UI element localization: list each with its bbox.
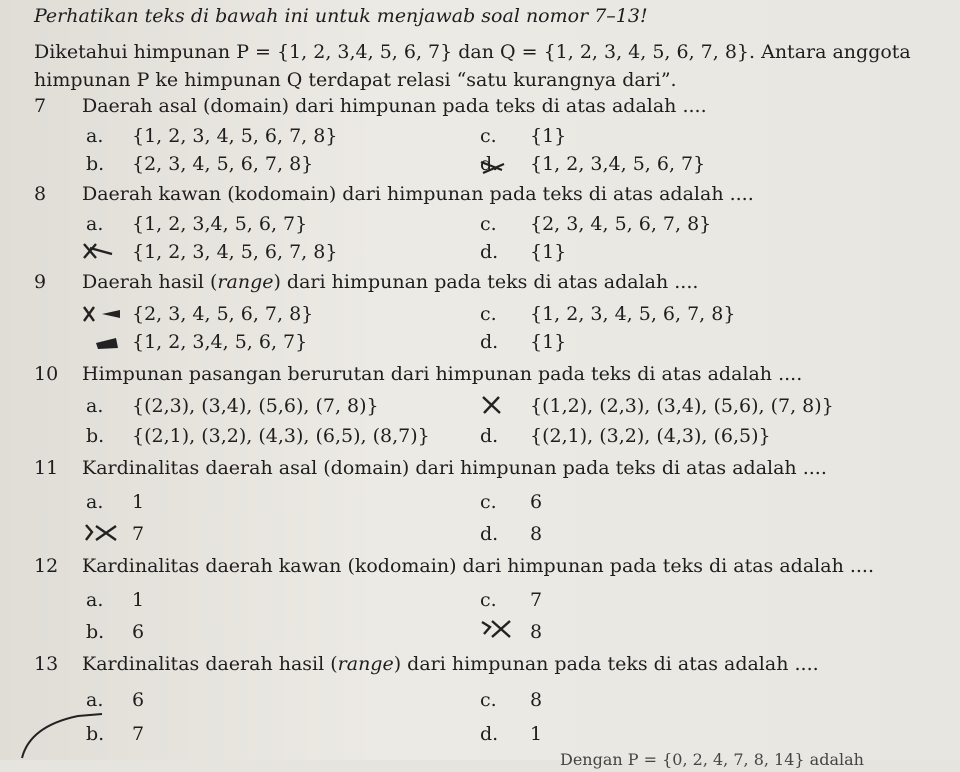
q11-option-a-label: a. bbox=[86, 491, 104, 513]
q8-option-a-label: a. bbox=[86, 213, 104, 235]
q13-option-b[interactable]: 7 bbox=[132, 723, 145, 745]
q12-option-a-label: a. bbox=[86, 589, 104, 611]
q10-option-b[interactable]: {(2,1), (3,2), (4,3), (6,5), (8,7)} bbox=[132, 425, 430, 447]
q12-option-c[interactable]: 7 bbox=[530, 589, 543, 611]
q9-option-c[interactable]: {1, 2, 3, 4, 5, 6, 7, 8} bbox=[530, 303, 736, 325]
q12-option-b[interactable]: 6 bbox=[132, 621, 145, 643]
cross-mark-icon bbox=[80, 240, 120, 262]
q13-text: Kardinalitas daerah hasil (range) dari himpunan pada teks di atas adalah .... bbox=[82, 653, 819, 675]
q13-option-d[interactable]: 1 bbox=[530, 723, 543, 745]
q11-option-d[interactable]: 8 bbox=[530, 523, 543, 545]
cutoff-next-line: Dengan P = {0, 2, 4, 7, 8, 14} adalah bbox=[560, 750, 864, 769]
q8-text: Daerah kawan (kodomain) dari himpunan pada teks di atas adalah .... bbox=[82, 183, 754, 205]
q9-option-d-label: d. bbox=[480, 331, 499, 353]
q10-option-d-label: d. bbox=[480, 425, 499, 447]
q11-number: 11 bbox=[34, 457, 59, 479]
q9-text: Daerah hasil (range) dari himpunan pada teks di atas adalah .... bbox=[82, 271, 699, 293]
q9-option-a[interactable]: {2, 3, 4, 5, 6, 7, 8} bbox=[132, 303, 314, 325]
q13-option-d-label: d. bbox=[480, 723, 499, 745]
q7-option-b-label: b. bbox=[86, 153, 105, 175]
q12-option-c-label: c. bbox=[480, 589, 497, 611]
q12-number: 12 bbox=[34, 555, 59, 577]
q9-option-b[interactable]: {1, 2, 3,4, 5, 6, 7} bbox=[132, 331, 308, 353]
q11-option-b[interactable]: 7 bbox=[132, 523, 145, 545]
q7-option-b[interactable]: {2, 3, 4, 5, 6, 7, 8} bbox=[132, 153, 314, 175]
q7-option-d-label: d. bbox=[480, 153, 499, 175]
q13-option-a-label: a. bbox=[86, 689, 104, 711]
q12-option-a[interactable]: 1 bbox=[132, 589, 145, 611]
intro-line-1: Diketahui himpunan P = {1, 2, 3,4, 5, 6, 7} dan Q = {1, 2, 3, 4, 5, 6, 7, 8}. Antara anggota bbox=[34, 41, 911, 63]
q8-option-a[interactable]: {1, 2, 3,4, 5, 6, 7} bbox=[132, 213, 308, 235]
intro-line-2: himpunan P ke himpunan Q terdapat relasi “satu kurangnya dari”. bbox=[34, 69, 677, 91]
q11-option-c-label: c. bbox=[480, 491, 497, 513]
cross-mark-icon bbox=[478, 618, 518, 640]
cross-mark-icon bbox=[82, 522, 122, 544]
q13-option-c[interactable]: 8 bbox=[530, 689, 543, 711]
q10-option-a[interactable]: {(2,3), (3,4), (5,6), (7, 8)} bbox=[132, 395, 379, 417]
q12-text: Kardinalitas daerah kawan (kodomain) dari himpunan pada teks di atas adalah .... bbox=[82, 555, 874, 577]
q13-option-c-label: c. bbox=[480, 689, 497, 711]
q8-option-b[interactable]: {1, 2, 3, 4, 5, 6, 7, 8} bbox=[132, 241, 338, 263]
q13-option-a[interactable]: 6 bbox=[132, 689, 145, 711]
q7-option-d[interactable]: {1, 2, 3,4, 5, 6, 7} bbox=[530, 153, 706, 175]
ink-blot-icon bbox=[92, 334, 122, 352]
q13-number: 13 bbox=[34, 653, 59, 675]
cross-mark-icon bbox=[478, 158, 508, 178]
q7-text: Daerah asal (domain) dari himpunan pada teks di atas adalah .... bbox=[82, 95, 707, 117]
q8-option-c[interactable]: {2, 3, 4, 5, 6, 7, 8} bbox=[530, 213, 712, 235]
q7-option-c[interactable]: {1} bbox=[530, 125, 567, 147]
cross-mark-icon bbox=[80, 304, 124, 324]
q8-option-d[interactable]: {1} bbox=[530, 241, 567, 263]
q10-number: 10 bbox=[34, 363, 59, 385]
q7-option-c-label: c. bbox=[480, 125, 497, 147]
q10-option-a-label: a. bbox=[86, 395, 104, 417]
q9-option-d[interactable]: {1} bbox=[530, 331, 567, 353]
q10-option-d[interactable]: {(2,1), (3,2), (4,3), (6,5)} bbox=[530, 425, 771, 447]
q11-text: Kardinalitas daerah asal (domain) dari himpunan pada teks di atas adalah .... bbox=[82, 457, 827, 479]
instruction: Perhatikan teks di bawah ini untuk menjawab soal nomor 7–13! bbox=[34, 5, 648, 27]
q7-option-a[interactable]: {1, 2, 3, 4, 5, 6, 7, 8} bbox=[132, 125, 338, 147]
q9-option-c-label: c. bbox=[480, 303, 497, 325]
q8-option-d-label: d. bbox=[480, 241, 499, 263]
cross-mark-icon bbox=[480, 394, 504, 416]
q10-option-c[interactable]: {(1,2), (2,3), (3,4), (5,6), (7, 8)} bbox=[530, 395, 834, 417]
q8-option-c-label: c. bbox=[480, 213, 497, 235]
q11-option-c[interactable]: 6 bbox=[530, 491, 543, 513]
q10-option-b-label: b. bbox=[86, 425, 105, 447]
q9-number: 9 bbox=[34, 271, 47, 293]
q11-option-a[interactable]: 1 bbox=[132, 491, 145, 513]
q8-number: 8 bbox=[34, 183, 47, 205]
q7-number: 7 bbox=[34, 95, 47, 117]
q12-option-d[interactable]: 8 bbox=[530, 621, 543, 643]
q7-option-a-label: a. bbox=[86, 125, 104, 147]
q11-option-d-label: d. bbox=[480, 523, 499, 545]
q10-text: Himpunan pasangan berurutan dari himpunan pada teks di atas adalah .... bbox=[82, 363, 803, 385]
q13-option-b-label: b. bbox=[86, 723, 105, 745]
q12-option-b-label: b. bbox=[86, 621, 105, 643]
